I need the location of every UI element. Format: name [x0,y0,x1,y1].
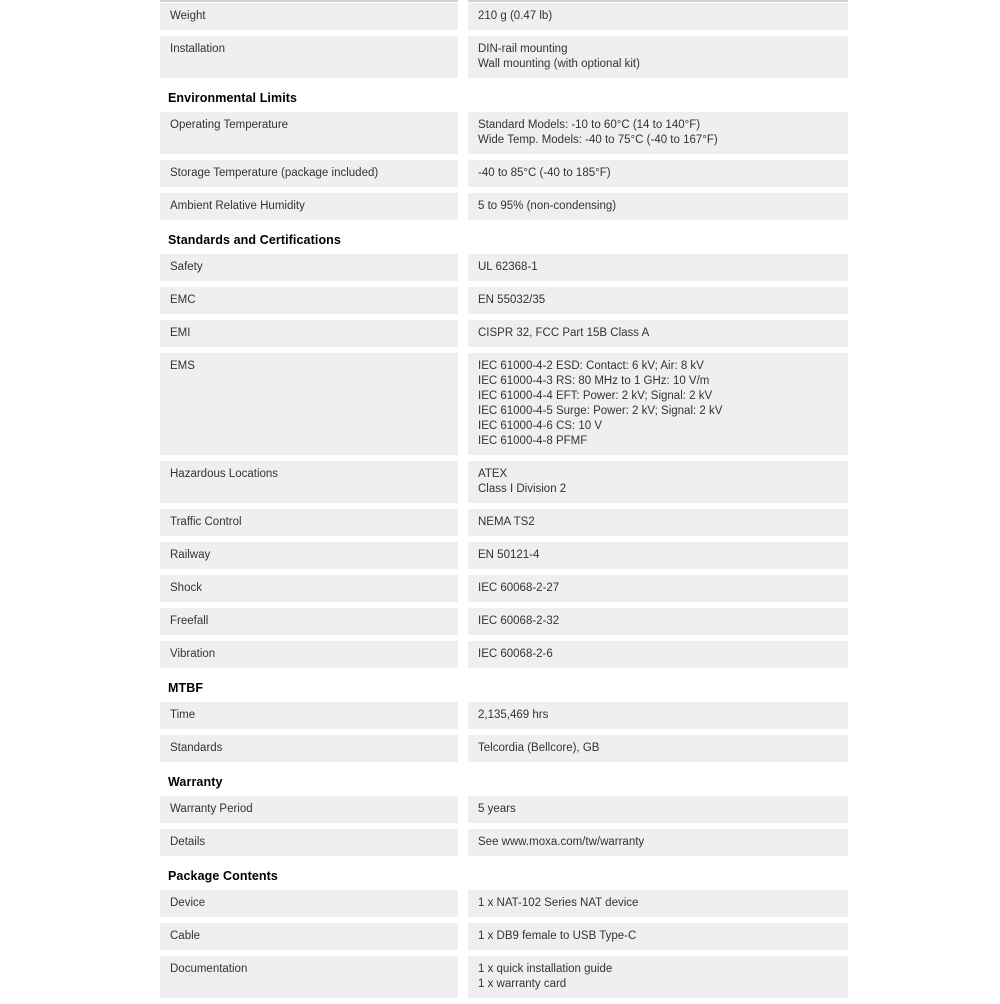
spec-row [160,735,848,762]
spec-value-line: Standard Models: -10 to 60°C (14 to 140°F) [478,119,701,131]
spec-value [468,36,848,78]
spec-value [468,829,848,856]
spec-value-line: IEC 60068-2-27 [478,582,560,594]
spec-label: Installation [160,36,458,78]
spec-value [468,735,848,762]
spec-label: Operating Temperature [160,112,458,154]
spec-row [160,923,848,950]
spec-row [160,193,848,220]
spec-row [160,461,848,503]
spec-value-line: See www.moxa.com/tw/warranty [478,836,645,848]
spec-value-line: 1 x NAT-102 Series NAT device [478,897,639,909]
spec-row [160,641,848,668]
spec-row [160,796,848,823]
spec-value-line: UL 62368-1 [478,261,538,273]
spec-label: Documentation [160,956,458,998]
spec-label: Freefall [160,608,458,635]
spec-value [468,353,848,455]
spec-value-line: 2,135,469 hrs [478,709,549,721]
spec-label: Warranty Period [160,796,458,823]
spec-value [468,509,848,536]
spec-value-line: DIN-rail mounting [478,43,568,55]
spec-label: Vibration [160,641,458,668]
spec-row [160,112,848,154]
spec-label: Storage Temperature (package included) [160,160,458,187]
spec-label: Details [160,829,458,856]
spec-label: Weight [160,3,458,30]
spec-value-line: IEC 61000-4-2 ESD: Contact: 6 kV; Air: 8 kV [478,360,704,372]
spec-label: Railway [160,542,458,569]
spec-label: EMC [160,287,458,314]
spec-value-line: 1 x warranty card [478,978,567,990]
spec-row [160,702,848,729]
spec-value-line: ATEX [478,468,508,480]
spec-value-line: IEC 61000-4-6 CS: 10 V [478,420,603,432]
spec-value-line: IEC 61000-4-5 Surge: Power: 2 kV; Signal: 2 kV [478,405,723,417]
spec-value [468,3,848,30]
spec-value-line: IEC 60068-2-6 [478,648,553,660]
spec-value-line: 5 to 95% (non-condensing) [478,200,617,212]
spec-row [160,542,848,569]
spec-label: Shock [160,575,458,602]
spec-row [160,3,848,30]
spec-value [468,641,848,668]
section-heading: Standards and Certifications [168,233,341,247]
spec-row [160,608,848,635]
spec-value-line: EN 55032/35 [478,294,546,306]
section-heading: Package Contents [168,869,278,883]
spec-value-line: EN 50121-4 [478,549,540,561]
spec-value-line: IEC 61000-4-8 PFMF [478,435,588,447]
spec-value [468,923,848,950]
spec-value-line: Wide Temp. Models: -40 to 75°C (-40 to 167°F) [478,134,718,146]
spec-label: Standards [160,735,458,762]
spec-value-line: Class I Division 2 [478,483,567,495]
spec-value-line: 210 g (0.47 lb) [478,10,553,22]
spec-value [468,254,848,281]
spec-row [160,575,848,602]
spec-value [468,320,848,347]
cut-off-previous-row-value-cell [468,0,848,2]
cut-off-previous-row-label-cell [160,0,458,2]
spec-label: Cable [160,923,458,950]
spec-row [160,890,848,917]
spec-value-line: CISPR 32, FCC Part 15B Class A [478,327,650,339]
spec-row [160,320,848,347]
spec-value-line: -40 to 85°C (-40 to 185°F) [478,167,611,179]
spec-label: Device [160,890,458,917]
spec-value-line: IEC 61000-4-4 EFT: Power: 2 kV; Signal: 2 kV [478,390,713,402]
spec-row [160,160,848,187]
spec-value [468,461,848,503]
spec-label: Time [160,702,458,729]
spec-sheet [160,0,848,1004]
spec-label: Safety [160,254,458,281]
spec-value [468,608,848,635]
spec-label: Traffic Control [160,509,458,536]
spec-value-line: 1 x quick installation guide [478,963,613,975]
spec-label: EMI [160,320,458,347]
section-heading: Environmental Limits [168,91,298,105]
spec-value [468,542,848,569]
spec-label: Hazardous Locations [160,461,458,503]
spec-value-line: Telcordia (Bellcore), GB [478,742,600,754]
spec-sections [160,3,848,998]
spec-value-line: 1 x DB9 female to USB Type-C [478,930,637,942]
spec-value [468,575,848,602]
spec-value [468,890,848,917]
spec-label: EMS [160,353,458,455]
spec-row [160,509,848,536]
spec-row [160,36,848,78]
spec-value [468,160,848,187]
spec-value [468,287,848,314]
spec-value [468,702,848,729]
section-heading: MTBF [168,681,204,695]
spec-row [160,254,848,281]
spec-value-line: NEMA TS2 [478,516,535,528]
spec-value [468,112,848,154]
spec-value-line: 5 years [478,803,516,815]
spec-row [160,353,848,455]
section-heading: Warranty [168,775,223,789]
spec-label: Ambient Relative Humidity [160,193,458,220]
spec-row [160,287,848,314]
spec-value-line: IEC 60068-2-32 [478,615,560,627]
spec-value [468,193,848,220]
spec-value-line: Wall mounting (with optional kit) [478,58,640,70]
spec-value-line: IEC 61000-4-3 RS: 80 MHz to 1 GHz: 10 V/m [478,375,710,387]
cut-off-previous-row [160,0,848,2]
spec-row [160,956,848,998]
spec-row [160,829,848,856]
spec-value [468,956,848,998]
spec-value [468,796,848,823]
